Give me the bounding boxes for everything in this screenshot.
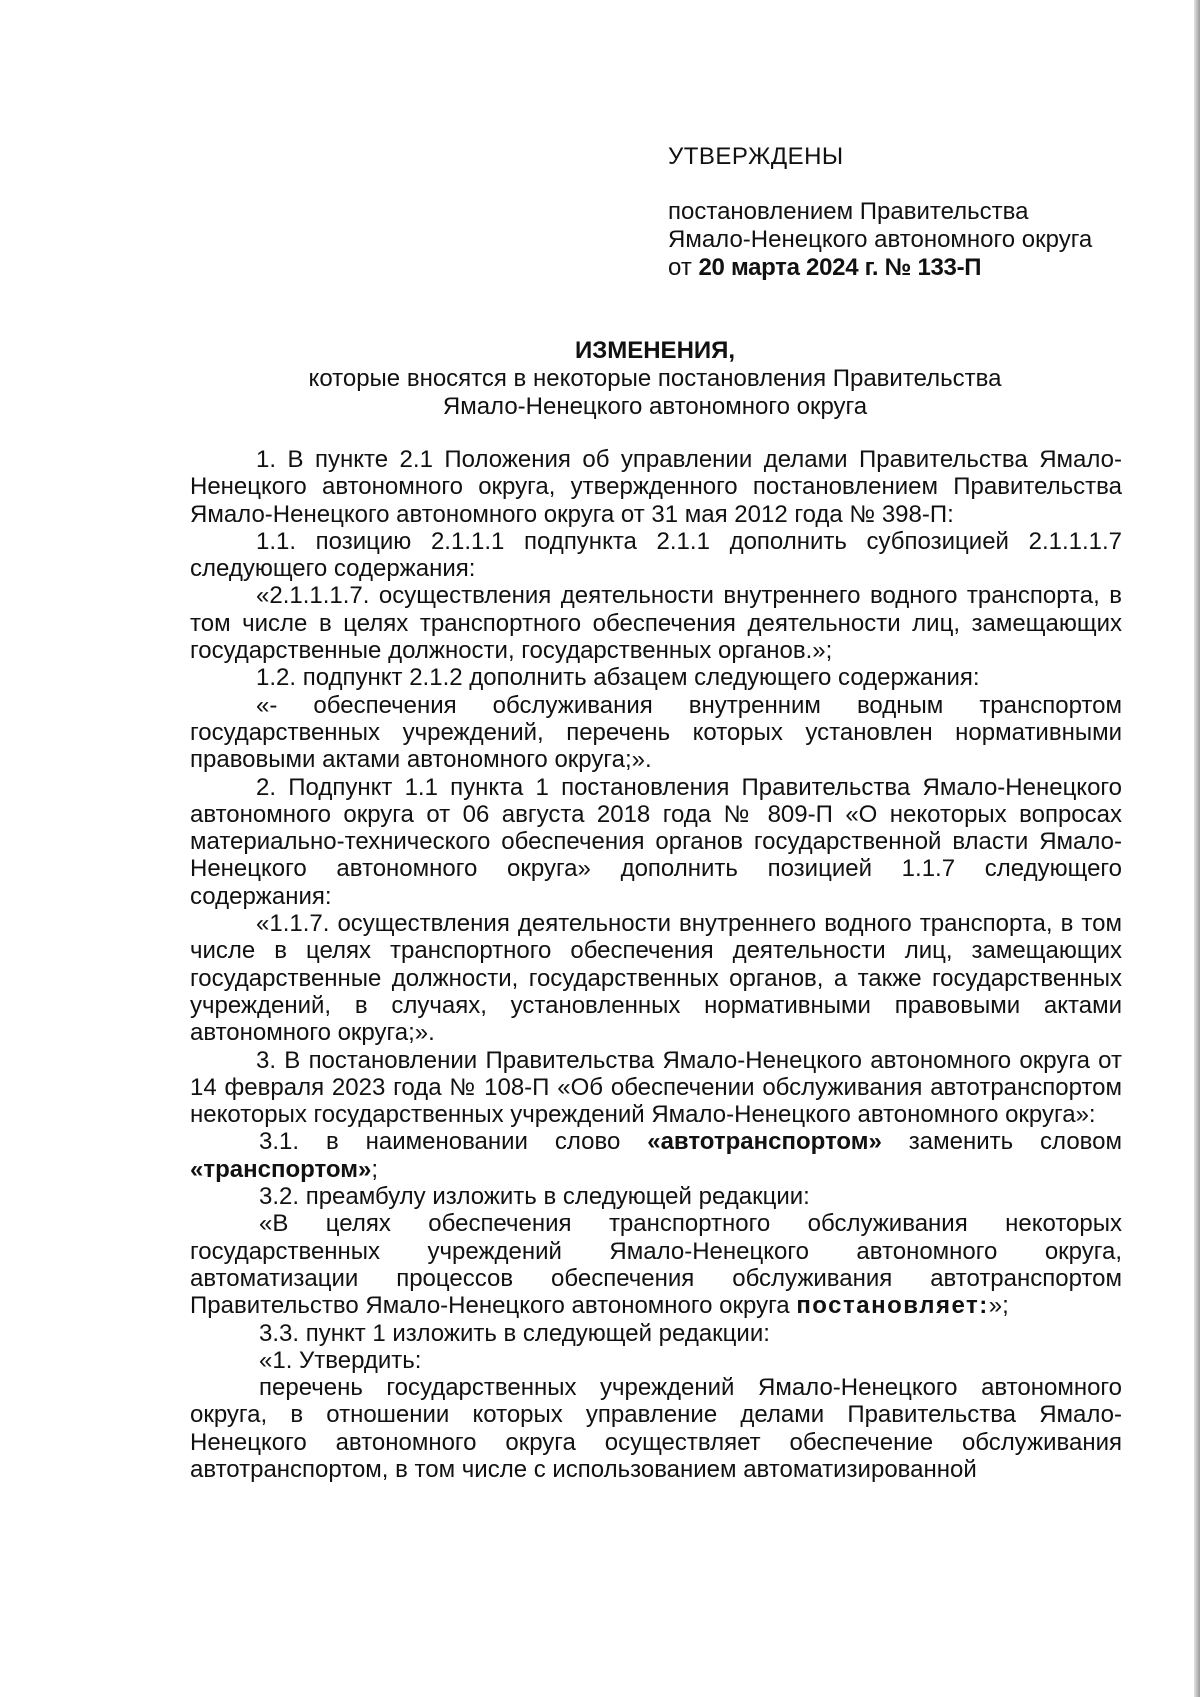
paragraph: 1.1. позицию 2.1.1.1 подпункта 2.1.1 дополнить субпозицией 2.1.1.1.7 следующего содержания: xyxy=(190,527,1122,583)
text-run: 3.1. в наименовании слово xyxy=(259,1128,648,1156)
paragraph xyxy=(190,1210,1122,1319)
title-subtitle: Ямало-Ненецкого автономного округа xyxy=(442,393,868,420)
text-run: «В целях обеспечения транспортного обслуживания некоторых государственных учреждений Ямало-Ненецкого автономного округа, автоматизации процессов обеспечения обслуживания автотранспортом Правительство Ямало-Ненецкого автономного округа xyxy=(190,1210,1122,1320)
approval-date-value: 20 марта 2024 г. № 133-П xyxy=(698,254,982,281)
bold-term: «транспортом» xyxy=(190,1155,372,1183)
page-edge-shadow xyxy=(1194,0,1200,1697)
paragraph: 3.2. преамбулу изложить в следующей редакции: xyxy=(259,1183,810,1211)
paragraph: «- обеспечения обслуживания внутренним водным транспортом государственных учреждений, перечень которых установлен нормативными правовыми актами автономного округа;». xyxy=(190,691,1122,774)
title-subtitle: которые вносятся в некоторые постановления Правительства xyxy=(308,365,1002,392)
text-run: »; xyxy=(988,1292,1009,1320)
approval-stamp xyxy=(668,143,1092,282)
approval-date-prefix: от xyxy=(668,254,699,281)
text-run: ; xyxy=(371,1155,379,1183)
text-run: заменить словом xyxy=(881,1128,1122,1156)
approval-line: постановлением Правительства xyxy=(668,198,1029,225)
paragraph: 1.2. подпункт 2.1.2 дополнить абзацем следующего содержания: xyxy=(256,664,980,692)
bold-term: «автотранспортом» xyxy=(647,1128,882,1156)
document-body xyxy=(190,446,1122,1483)
title-main: ИЗМЕНЕНИЯ, xyxy=(574,337,736,364)
paragraph: 3.3. пункт 1 изложить в следующей редакции: xyxy=(259,1319,770,1347)
paragraph: 3. В постановлении Правительства Ямало-Ненецкого автономного округа от 14 февраля 2023 года № 108-П «Об обеспечении обслуживания автотранспортом некоторых государственных учреждений Ямало-Ненецкого автономного округа»: xyxy=(190,1046,1122,1129)
bold-term: постановляет: xyxy=(796,1292,989,1320)
paragraph: «1. Утвердить: xyxy=(259,1346,422,1374)
approval-date-line xyxy=(668,254,1092,282)
approval-heading: УТВЕРЖДЕНЫ xyxy=(668,143,844,170)
paragraph: 1. В пункте 2.1 Положения об управлении делами Правительства Ямало-Ненецкого автономного округа, утвержденного постановлением Правительства Ямало-Ненецкого автономного округа от 31 мая 2012 года № 398-П: xyxy=(190,446,1122,528)
paragraph: «2.1.1.1.7. осуществления деятельности внутреннего водного транспорта, в том числе в целях транспортного обеспечения деятельности лиц, замещающих государственные должности, государственных органов.»; xyxy=(190,582,1122,665)
paragraph xyxy=(190,1128,1122,1183)
approval-line: Ямало-Ненецкого автономного округа xyxy=(668,226,1093,253)
document-title xyxy=(190,337,1120,421)
paragraph: перечень государственных учреждений Ямало-Ненецкого автономного округа, в отношении которых управление делами Правительства Ямало-Ненецкого автономного округа осуществляет обеспечение обслуживания автотранспортом, в том числе с использованием автоматизированной xyxy=(190,1374,1122,1483)
paragraph: «1.1.7. осуществления деятельности внутреннего водного транспорта, в том числе в целях транспортного обеспечения деятельности лиц, замещающих государственные должности, государственных органов, а также государственных учреждений, в случаях, установленных нормативными правовыми актами автономного округа;». xyxy=(190,910,1122,1047)
paragraph: 2. Подпункт 1.1 пункта 1 постановления Правительства Ямало-Ненецкого автономного округа от 06 августа 2018 года № 809-П «О некоторых вопросах материально-технического обеспечения органов государственной власти Ямало-Ненецкого автономного округа» дополнить позицией 1.1.7 следующего содержания: xyxy=(190,773,1122,910)
